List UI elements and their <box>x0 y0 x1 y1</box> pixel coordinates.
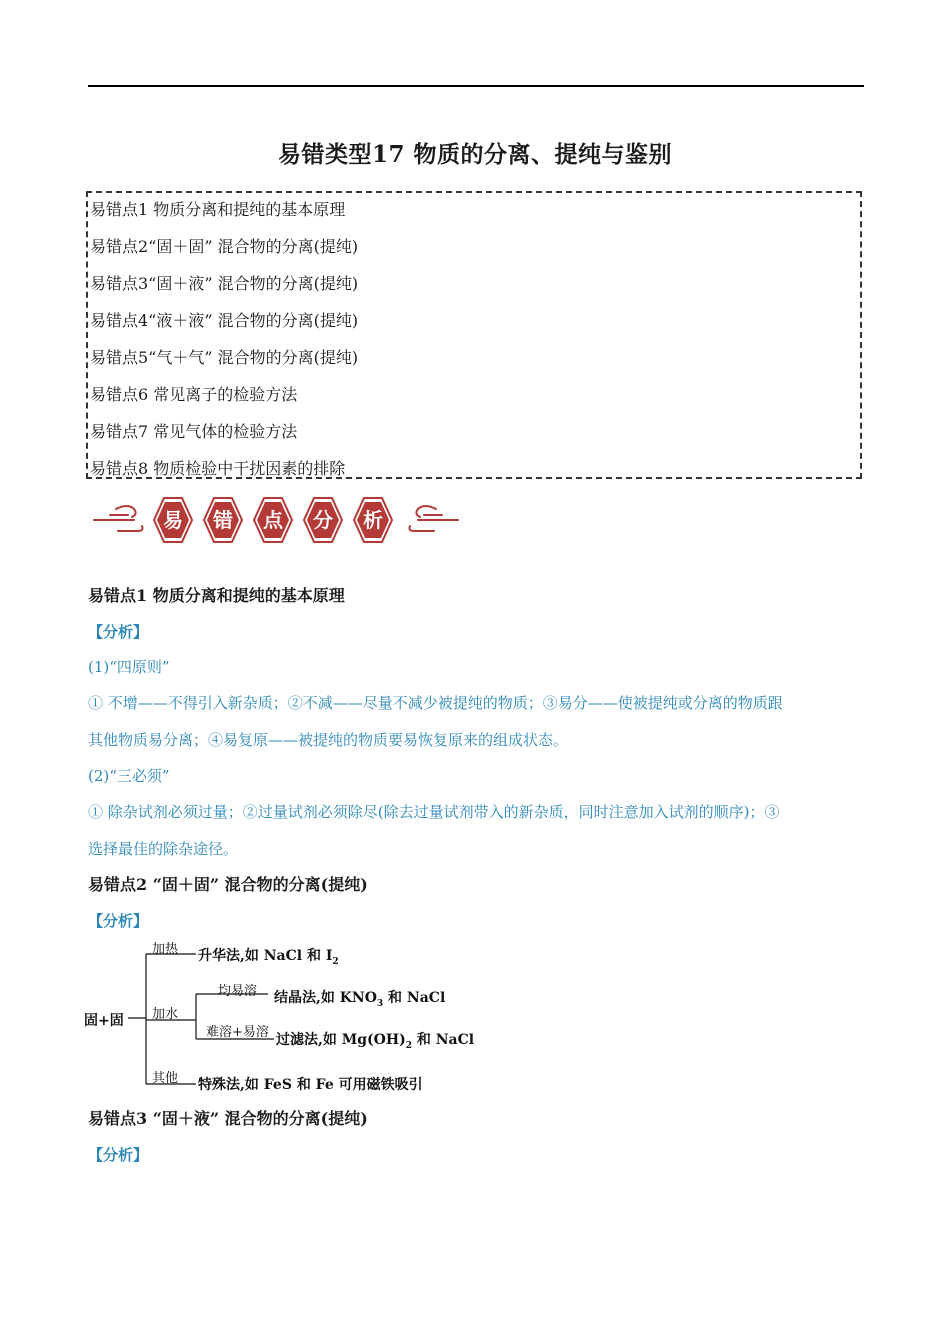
paragraph: (1)“四原则” <box>88 658 170 676</box>
toc-item: 易错点6 常见离子的检验方法 <box>90 385 298 404</box>
analysis-banner <box>88 492 464 548</box>
toc-item: 易错点1 物质分离和提纯的基本原理 <box>90 200 346 219</box>
page-title: 易错类型17 物质的分离、提纯与鉴别 <box>277 141 672 168</box>
paragraph: 选择最佳的除杂途径。 <box>88 840 239 858</box>
diagram-method: 过滤法,如 $Mg(OH)_2$ 和 NaCl <box>276 1032 475 1051</box>
diagram-method: 结晶法,如 $KNO_3$ 和 NaCl <box>274 990 446 1009</box>
left-swirl-icon <box>94 506 143 531</box>
separation-tree-diagram <box>84 934 484 1094</box>
right-swirl-icon <box>410 506 459 531</box>
banner-char: 错 <box>213 508 233 532</box>
toc-box <box>86 191 862 479</box>
diagram-branch-label: 难溶+易溶 <box>206 1025 269 1040</box>
toc-item: 易错点3“固＋液” 混合物的分离(提纯) <box>90 274 359 293</box>
section-heading: 易错点3 “固＋液” 混合物的分离(提纯) <box>88 1109 368 1128</box>
analysis-tag: 【分析】 <box>88 912 149 930</box>
diagram-branch-label: 加热 <box>152 942 179 957</box>
paragraph: ① 除杂试剂必须过量；②过量试剂必须除尽(除去过量试剂带入的新杂质，同时注意加入试剂的顺序)；③ <box>88 803 780 821</box>
diagram-branch-label: 加水 <box>152 1007 179 1022</box>
header-rule <box>88 85 864 87</box>
hexagon-3 <box>254 498 292 542</box>
diagram-method: 升华法,如 NaCl 和 $I_2$ <box>198 948 339 967</box>
hexagon-2 <box>204 498 242 542</box>
diagram-branch-label: 均易溶 <box>218 984 258 999</box>
toc-item: 易错点5“气＋气” 混合物的分离(提纯) <box>90 348 359 367</box>
paragraph: (2)“三必须” <box>88 767 170 785</box>
banner-char: 点 <box>263 508 283 532</box>
diagram-method: 特殊法,如 FeS 和 Fe 可用磁铁吸引 <box>198 1077 423 1093</box>
paragraph: ① 不增——不得引入新杂质；②不减——尽量不减少被提纯的物质；③易分——使被提纯或分离的物质跟 <box>88 694 783 712</box>
hexagon-5 <box>354 498 392 542</box>
paragraph: 其他物质易分离；④易复原——被提纯的物质要易恢复原来的组成状态。 <box>88 731 569 749</box>
toc-item: 易错点2“固＋固” 混合物的分离(提纯) <box>90 237 359 256</box>
toc-item: 易错点7 常见气体的检验方法 <box>90 422 298 441</box>
diagram-root: 固+固 <box>84 1013 124 1029</box>
section-heading: 易错点2 “固＋固” 混合物的分离(提纯) <box>88 875 368 894</box>
toc-item: 易错点4“液＋液” 混合物的分离(提纯) <box>90 311 359 330</box>
section-heading: 易错点1 物质分离和提纯的基本原理 <box>88 586 345 605</box>
banner-char: 易 <box>163 508 183 532</box>
toc-item: 易错点8 物质检验中干扰因素的排除 <box>90 459 346 478</box>
hexagon-4 <box>304 498 342 542</box>
analysis-tag: 【分析】 <box>88 623 149 641</box>
banner-char: 析 <box>363 508 383 532</box>
hexagon-1 <box>154 498 192 542</box>
diagram-branch-label: 其他 <box>152 1071 179 1086</box>
banner-char: 分 <box>313 508 333 532</box>
analysis-tag: 【分析】 <box>88 1146 149 1164</box>
